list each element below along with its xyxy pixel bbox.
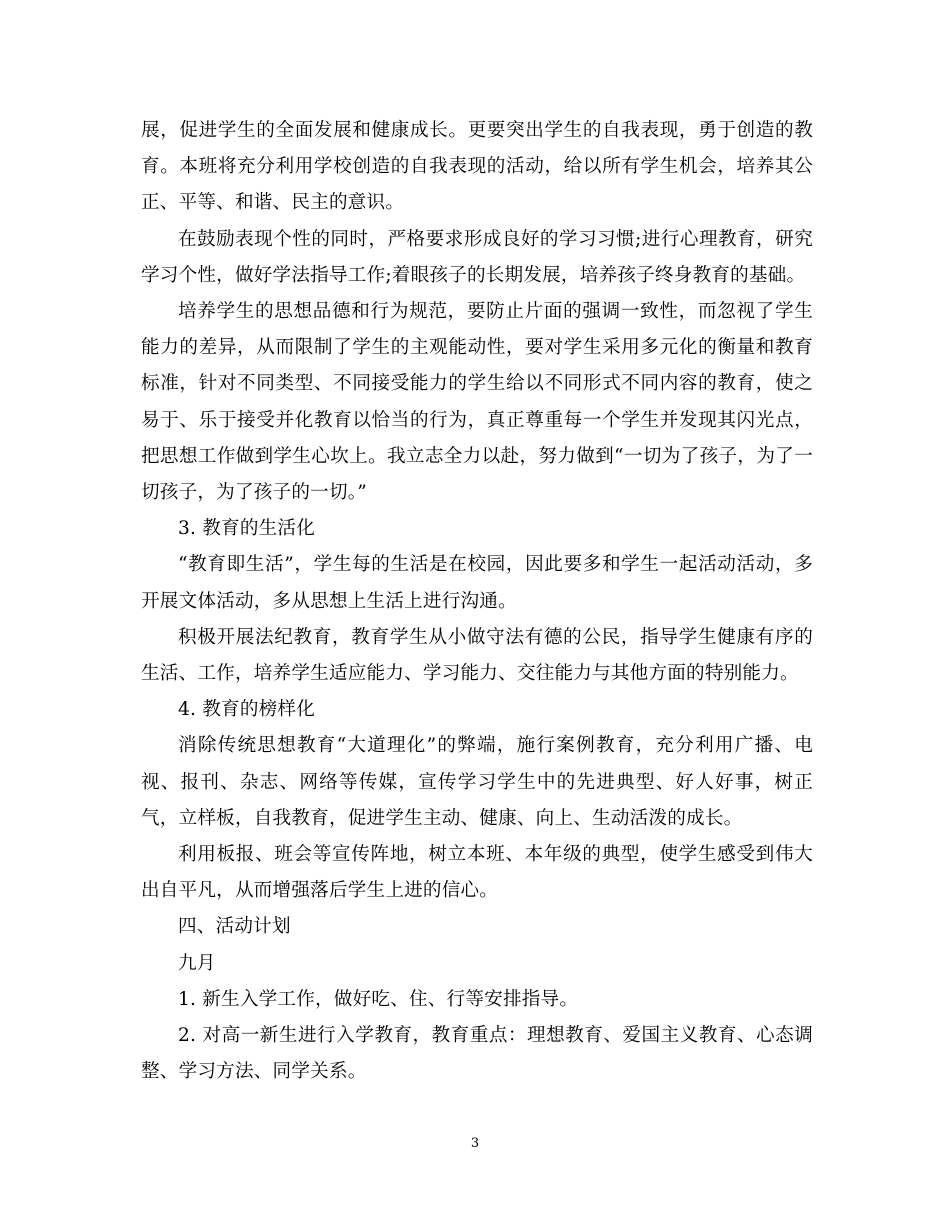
paragraph-case-education: 消除传统思想教育“大道理化”的弊端，施行案例教育，充分利用广播、电视、报刊、杂志、网络等传媒，宣传学习学生中的先进典型、好人好事，树正气，立样板，自我教育，促进学生主动、健康、向上、生动活泼的成长。 [141, 735, 813, 829]
list-item-2: 2. 对高一新生进行入学教育，教育重点：理想教育、爱国主义教育、心态调整、学习方法、同学关系。 [141, 1025, 813, 1083]
paragraph-education-is-life: “教育即生活”，学生每的生活是在校园，因此要多和学生一起活动活动，多开展文体活动，多从思想上生活上进行沟通。 [141, 554, 813, 612]
paragraph-moral-education: 培养学生的思想品德和行为规范，要防止片面的强调一致性，而忽视了学生能力的差异，从而限制了学生的主观能动性，要对学生采用多元化的衡量和教育标准，针对不同类型、不同接受能力的学生给以不同形式不同内容的教育，使之易于、乐于接受并化教育以恰当的行为，真正尊重每一个学生并发现其闪光点，把思想工作做到学生心坎上。我立志全力以赴，努力做到“一切为了孩子，为了一切孩子，为了孩子的一切。” [141, 301, 813, 504]
list-item-1: 1. 新生入学工作，做好吃、住、行等安排指导。 [178, 988, 579, 1010]
section-heading-role-model: 4. 教育的榜样化 [178, 699, 316, 721]
paragraph-legal-education: 积极开展法纪教育，教育学生从小做守法有德的公民，指导学生健康有序的生活、工作，培养学生适应能力、学习能力、交往能力与其他方面的特别能力。 [141, 626, 813, 685]
document-body [141, 113, 813, 1090]
section-heading-life-education: 3. 教育的生活化 [178, 518, 316, 540]
paragraph-personality: 在鼓励表现个性的同时，严格要求形成良好的学习习惯;进行心理教育，研究学习个性，做好学法指导工作;着眼孩子的长期发展，培养孩子终身教育的基础。 [141, 228, 813, 286]
section-heading-activity-plan: 四、活动计划 [178, 916, 291, 938]
subheading-september: 九月 [178, 952, 216, 974]
paragraph-blackboard: 利用板报、班会等宣传阵地，树立本班、本年级的典型，使学生感受到伟大出自平凡，从而增强落后学生上进的信心。 [141, 844, 813, 902]
paragraph-continuation: 展，促进学生的全面发展和健康成长。更要突出学生的自我表现，勇于创造的教育。本班将充分利用学校创造的自我表现的活动，给以所有学生机会，培养其公正、平等、和谐、民主的意识。 [141, 120, 813, 214]
page-number: 3 [470, 1136, 480, 1151]
